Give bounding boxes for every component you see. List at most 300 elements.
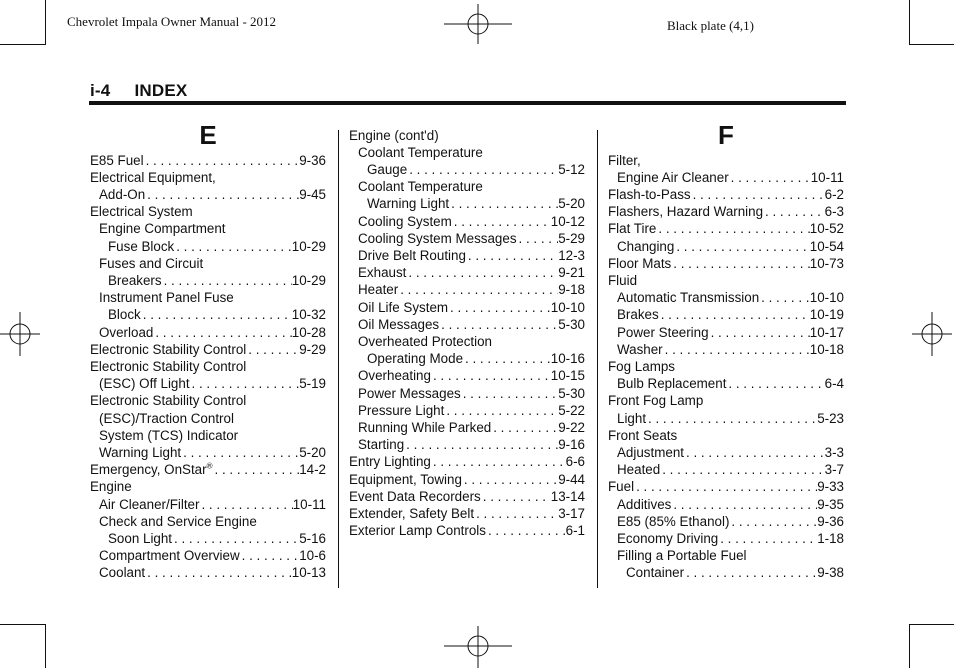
index-entry-text — [617, 341, 663, 358]
index-entry-label: Instrument Panel Fuse — [99, 290, 234, 306]
index-entry — [349, 299, 585, 316]
dot-leader — [481, 488, 551, 505]
index-entry — [608, 169, 844, 186]
index-entry-text — [349, 453, 431, 470]
index-entry-page: 10-10 — [809, 290, 844, 306]
index-entry-label: Bulb Replacement — [617, 376, 727, 392]
index-entry-page: 5-22 — [558, 402, 585, 418]
index-entry-page: 6-3 — [824, 204, 844, 220]
index-entry-text — [108, 530, 172, 547]
index-entry-label: Power Messages — [358, 385, 461, 401]
index-entry-page: 3-17 — [558, 505, 585, 521]
index-entry-page: 5-16 — [299, 530, 326, 546]
index-entry-label: Fuel — [608, 479, 635, 495]
index-entry-text — [90, 478, 132, 495]
index-entry-label: Filling a Portable Fuel — [617, 548, 747, 564]
index-entry — [608, 513, 844, 530]
dot-leader — [153, 324, 291, 341]
index-entry — [90, 220, 326, 237]
index-entry-page: 5-20 — [299, 444, 326, 460]
index-entry-label: Warning Light — [99, 444, 182, 460]
crop-mark — [909, 624, 910, 668]
index-entry-text — [99, 444, 181, 461]
index-entry-label: Changing — [617, 238, 675, 254]
index-entry-page: 9-45 — [299, 186, 326, 202]
index-entry-label: Flat Tire — [608, 221, 657, 237]
index-entry — [90, 341, 326, 358]
dot-leader — [726, 375, 824, 392]
page-number: i-4 — [90, 81, 111, 100]
index-entry — [349, 436, 585, 453]
index-entry-text — [108, 238, 174, 255]
dot-leader — [663, 341, 810, 358]
index-entry-label: Front Fog Lamp — [608, 393, 704, 409]
index-entry-label: Filter, — [608, 152, 641, 168]
index-entry — [349, 144, 585, 161]
index-entry — [608, 392, 844, 409]
index-entry-text — [99, 375, 190, 392]
index-entry-page: 9-36 — [299, 152, 326, 168]
index-entry — [608, 238, 844, 255]
index-entry-page: 6-2 — [824, 186, 844, 202]
index-entry-text — [608, 203, 763, 220]
dot-leader — [199, 496, 292, 513]
index-entry — [349, 367, 585, 384]
index-entry — [90, 410, 326, 427]
dot-leader — [759, 289, 810, 306]
index-entry — [90, 478, 326, 495]
dot-leader — [729, 513, 817, 530]
index-entry-page: 10-54 — [809, 238, 844, 254]
index-entry-text — [90, 169, 216, 186]
dot-leader — [671, 496, 817, 513]
index-entry-text — [90, 358, 246, 375]
index-entry-text — [90, 341, 246, 358]
index-entry — [90, 255, 326, 272]
index-entry-text — [608, 255, 671, 272]
dot-leader — [141, 306, 292, 323]
index-entry-page: 3-7 — [824, 462, 844, 478]
index-entry-page: 5-12 — [558, 161, 585, 177]
index-entry-text — [349, 471, 462, 488]
index-entry-page: 13-14 — [550, 488, 585, 504]
index-entry-text — [358, 299, 448, 316]
index-entry-text — [608, 272, 637, 289]
index-entry — [608, 375, 844, 392]
dot-leader — [684, 564, 817, 581]
dot-leader — [240, 547, 300, 564]
index-entry — [90, 513, 326, 530]
index-entry-text — [358, 402, 444, 419]
index-entry-page: 10-11 — [292, 496, 326, 512]
index-entry-label: Fuse Block — [108, 238, 175, 254]
registered-mark: ® — [206, 461, 213, 471]
index-entry — [349, 505, 585, 522]
index-entry — [90, 530, 326, 547]
registration-mark-icon — [444, 626, 512, 668]
dot-leader — [439, 316, 558, 333]
index-entry — [90, 461, 326, 478]
index-entry-page: 9-22 — [558, 419, 585, 435]
index-entry-text — [90, 461, 213, 478]
crop-mark — [910, 44, 954, 45]
index-entry-label: Equipment, Towing — [349, 471, 462, 487]
index-entry-text — [608, 220, 656, 237]
index-entry-page: 5-19 — [299, 376, 326, 392]
index-entry-label: E85 Fuel — [90, 152, 144, 168]
index-entry — [349, 453, 585, 470]
index-entry-text — [617, 513, 729, 530]
dot-leader — [144, 152, 300, 169]
index-entry-label: Flashers, Hazard Warning — [608, 204, 764, 220]
index-entry-label: Power Steering — [617, 324, 709, 340]
index-entry-text — [99, 186, 145, 203]
dot-leader — [431, 367, 551, 384]
index-entry-text — [617, 547, 747, 564]
index-entry-label: Starting — [358, 437, 405, 453]
index-entry — [608, 289, 844, 306]
dot-leader — [246, 341, 299, 358]
index-entry-label: Exhaust — [358, 265, 407, 281]
index-entry — [90, 496, 326, 513]
section-letter: F — [718, 120, 734, 150]
dot-leader — [660, 461, 824, 478]
index-entry — [608, 564, 844, 581]
index-entry — [608, 530, 844, 547]
index-entry-text — [367, 350, 463, 367]
dot-leader — [444, 402, 558, 419]
dot-leader — [398, 281, 558, 298]
index-entry-label: (ESC)/Traction Control — [99, 410, 234, 426]
index-entry-text — [608, 478, 634, 495]
index-entry-label: Flash-to-Pass — [608, 186, 691, 202]
index-entry — [349, 488, 585, 505]
index-entry — [349, 419, 585, 436]
index-entry-text — [358, 264, 406, 281]
index-entry-label: Air Cleaner/Filter — [99, 496, 200, 512]
dot-leader — [448, 299, 551, 316]
dot-leader — [190, 375, 300, 392]
index-entry-label: Engine — [90, 479, 132, 495]
index-entry-text — [608, 427, 677, 444]
index-entry-text — [617, 306, 659, 323]
index-entry-page: 12-3 — [558, 247, 585, 263]
index-entry — [349, 161, 585, 178]
index-entry-label: Coolant Temperature — [358, 179, 483, 195]
section-title: INDEX — [134, 81, 188, 100]
index-entry-page: 5-30 — [558, 316, 585, 332]
index-entry-label: Soon Light — [108, 530, 173, 546]
index-entry-page: 10-29 — [291, 238, 326, 254]
index-entry-text — [358, 316, 439, 333]
index-entry-label: Operating Mode — [367, 351, 464, 367]
index-entry-label: E85 (85% Ethanol) — [617, 513, 730, 529]
index-entry-text — [349, 127, 439, 144]
index-entry-page: 10-15 — [550, 368, 585, 384]
crop-mark — [909, 0, 910, 45]
dot-leader — [449, 195, 558, 212]
index-entry — [349, 230, 585, 247]
index-entry-page: 10-32 — [291, 307, 326, 323]
dot-leader — [463, 350, 551, 367]
index-entry-label: Electrical System — [90, 204, 193, 220]
index-entry-text — [358, 333, 492, 350]
dot-leader — [659, 306, 810, 323]
index-entry-label: Floor Mats — [608, 255, 672, 271]
index-entry — [349, 127, 585, 144]
index-entry-text — [99, 220, 226, 237]
index-entry-text — [108, 272, 162, 289]
index-entry-page: 10-28 — [291, 324, 326, 340]
dot-leader — [466, 247, 558, 264]
index-entry — [90, 427, 326, 444]
index-entry-text — [358, 436, 404, 453]
dot-leader — [162, 272, 292, 289]
index-entry-page: 3-3 — [824, 444, 844, 460]
crop-mark — [910, 624, 954, 625]
dot-leader — [709, 324, 810, 341]
index-entry — [608, 478, 844, 495]
index-entry-label: Drive Belt Routing — [358, 247, 466, 263]
index-entry-label: Cooling System Messages — [358, 230, 517, 246]
dot-leader — [634, 478, 817, 495]
index-entry — [90, 392, 326, 409]
index-entry — [349, 350, 585, 367]
index-entry — [608, 324, 844, 341]
index-entry — [90, 547, 326, 564]
index-entry-page: 10-29 — [291, 272, 326, 288]
index-entry-label: Block — [108, 307, 141, 323]
dot-leader — [763, 203, 825, 220]
dot-leader — [213, 461, 300, 478]
index-entry-label: Washer — [617, 341, 663, 357]
index-entry — [349, 471, 585, 488]
dot-leader — [517, 230, 559, 247]
index-entry-label: Electronic Stability Control — [90, 358, 247, 374]
index-entry-page: 9-44 — [558, 471, 585, 487]
dot-leader — [404, 436, 558, 453]
index-entry — [608, 461, 844, 478]
index-entry-text — [626, 564, 684, 581]
index-entry-label: Front Seats — [608, 427, 678, 443]
index-entry-page: 5-23 — [817, 410, 844, 426]
index-entry — [608, 186, 844, 203]
registration-mark-icon — [444, 4, 512, 44]
index-entry-label: Container — [626, 565, 685, 581]
index-entry-page: 10-52 — [809, 221, 844, 237]
index-entry — [90, 358, 326, 375]
dot-leader — [174, 238, 292, 255]
index-entry-text — [608, 358, 675, 375]
dot-leader — [145, 186, 299, 203]
index-entry-page: 6-1 — [565, 523, 585, 539]
index-entry-label: Fog Lamps — [608, 358, 675, 374]
index-entry — [349, 247, 585, 264]
index-entry-text — [617, 530, 718, 547]
index-entry-label: Additives — [617, 496, 672, 512]
index-entry-label: Automatic Transmission — [617, 290, 760, 306]
index-entry-text — [99, 496, 199, 513]
index-entry-label: Economy Driving — [617, 530, 719, 546]
index-entry-page: 10-13 — [291, 565, 326, 581]
section-heading — [90, 81, 187, 101]
index-entry-text — [349, 488, 481, 505]
registration-mark-icon — [0, 312, 40, 356]
index-entry — [349, 402, 585, 419]
index-entry-page: 9-36 — [817, 513, 844, 529]
column-divider — [338, 130, 339, 588]
index-entry-text — [367, 161, 407, 178]
index-entry-page: 6-6 — [565, 454, 585, 470]
index-entry-page: 10-18 — [809, 341, 844, 357]
index-entry-page: 10-19 — [809, 307, 844, 323]
index-entry-text — [358, 247, 466, 264]
index-entry-page: 9-21 — [558, 265, 585, 281]
index-entry-label: Engine Compartment — [99, 221, 226, 237]
index-entry-text — [99, 513, 257, 530]
index-entry-label: Oil Life System — [358, 299, 449, 315]
index-entry-text — [617, 444, 684, 461]
index-entry-label: Compartment Overview — [99, 548, 240, 564]
index-entry — [90, 324, 326, 341]
section-letter: E — [199, 120, 217, 150]
index-entry — [608, 306, 844, 323]
dot-leader — [486, 522, 566, 539]
dot-leader — [684, 444, 825, 461]
index-entry-label: Warning Light — [367, 196, 450, 212]
dot-leader — [718, 530, 817, 547]
dot-leader — [452, 213, 551, 230]
index-entry-label: Adjustment — [617, 444, 684, 460]
index-entry-label: Cooling System — [358, 213, 452, 229]
dot-leader — [181, 444, 299, 461]
index-entry-text — [617, 410, 646, 427]
index-entry-text — [617, 496, 671, 513]
index-entry-label: Add-On — [99, 186, 146, 202]
index-entry — [349, 195, 585, 212]
index-entry — [90, 169, 326, 186]
index-entry-label: Light — [617, 410, 647, 426]
crop-mark — [0, 44, 45, 45]
index-entry-page: 9-16 — [558, 437, 585, 453]
index-entry-text — [99, 410, 234, 427]
dot-leader — [474, 505, 558, 522]
dot-leader — [431, 453, 566, 470]
index-entry-text — [367, 195, 449, 212]
index-entry-text — [90, 203, 193, 220]
crop-mark — [45, 624, 46, 668]
index-entry-text — [358, 230, 517, 247]
index-entry-label: Brakes — [617, 307, 659, 323]
index-entry-page: 10-10 — [550, 299, 585, 315]
dot-leader — [407, 161, 558, 178]
index-entry-label: Coolant — [99, 565, 146, 581]
registration-mark-icon — [912, 312, 952, 356]
index-entry-page: 5-30 — [558, 385, 585, 401]
index-entry — [349, 213, 585, 230]
index-entry-page: 10-11 — [810, 169, 844, 185]
index-entry-label: Oil Messages — [358, 316, 440, 332]
index-entry — [90, 444, 326, 461]
dot-leader — [172, 530, 299, 547]
index-entry-label: Heated — [617, 462, 661, 478]
index-entry-page: 5-20 — [558, 196, 585, 212]
index-entry-text — [358, 419, 491, 436]
header-manual-title: Chevrolet Impala Owner Manual - 2012 — [67, 14, 277, 29]
index-entry-label: Overload — [99, 324, 154, 340]
index-entry-label: Heater — [358, 282, 399, 298]
index-entry-label: Check and Service Engine — [99, 513, 257, 529]
index-entry-label: Fluid — [608, 272, 638, 288]
index-entry-page: 1-18 — [817, 530, 844, 546]
index-entry-page: 10-17 — [809, 324, 844, 340]
index-entry — [90, 272, 326, 289]
index-entry-text — [90, 152, 144, 169]
index-entry-label: Exterior Lamp Controls — [349, 523, 486, 539]
index-entry-page: 9-38 — [817, 565, 844, 581]
index-entry-page: 9-33 — [817, 479, 844, 495]
index-entry-text — [358, 178, 483, 195]
index-entry — [349, 316, 585, 333]
index-entry — [90, 203, 326, 220]
index-entry — [608, 358, 844, 375]
index-entry-text — [617, 238, 674, 255]
index-entry — [90, 375, 326, 392]
index-entry-label: Electronic Stability Control — [90, 341, 247, 357]
index-entry-text — [358, 144, 483, 161]
index-entry-page: 10-73 — [809, 255, 844, 271]
index-entry-label: Event Data Recorders — [349, 488, 481, 504]
index-entry-text — [99, 547, 240, 564]
index-entry — [608, 410, 844, 427]
dot-leader — [674, 238, 809, 255]
index-entry — [608, 220, 844, 237]
index-entry-text — [99, 427, 238, 444]
dot-leader — [656, 220, 809, 237]
index-entry-label: Emergency, OnStar — [90, 462, 207, 478]
index-entry — [90, 152, 326, 169]
index-entry-text — [358, 281, 398, 298]
index-entry — [608, 152, 844, 169]
heading-rule — [89, 101, 846, 105]
index-entry-label: Engine (cont'd) — [349, 127, 439, 143]
column-divider — [597, 130, 598, 588]
index-entry-text — [608, 392, 703, 409]
index-entry-label: Engine Air Cleaner — [617, 169, 729, 185]
index-entry — [90, 289, 326, 306]
index-entry — [608, 341, 844, 358]
header-plate-label: Black plate (4,1) — [667, 18, 754, 33]
index-entry-text — [617, 289, 759, 306]
crop-mark — [45, 0, 46, 45]
index-entry-label: Breakers — [108, 272, 162, 288]
index-entry-text — [99, 564, 145, 581]
index-entry-text — [608, 152, 641, 169]
index-entry-text — [99, 289, 234, 306]
index-entry-text — [349, 505, 474, 522]
dot-leader — [462, 471, 558, 488]
index-entry-page: 9-18 — [558, 282, 585, 298]
index-entry — [90, 238, 326, 255]
index-entry-page: 9-29 — [299, 341, 326, 357]
index-entry-text — [617, 461, 660, 478]
index-entry-text — [617, 169, 729, 186]
index-entry — [608, 203, 844, 220]
index-entry — [608, 547, 844, 564]
index-entry — [608, 444, 844, 461]
dot-leader — [691, 186, 825, 203]
index-entry — [349, 281, 585, 298]
